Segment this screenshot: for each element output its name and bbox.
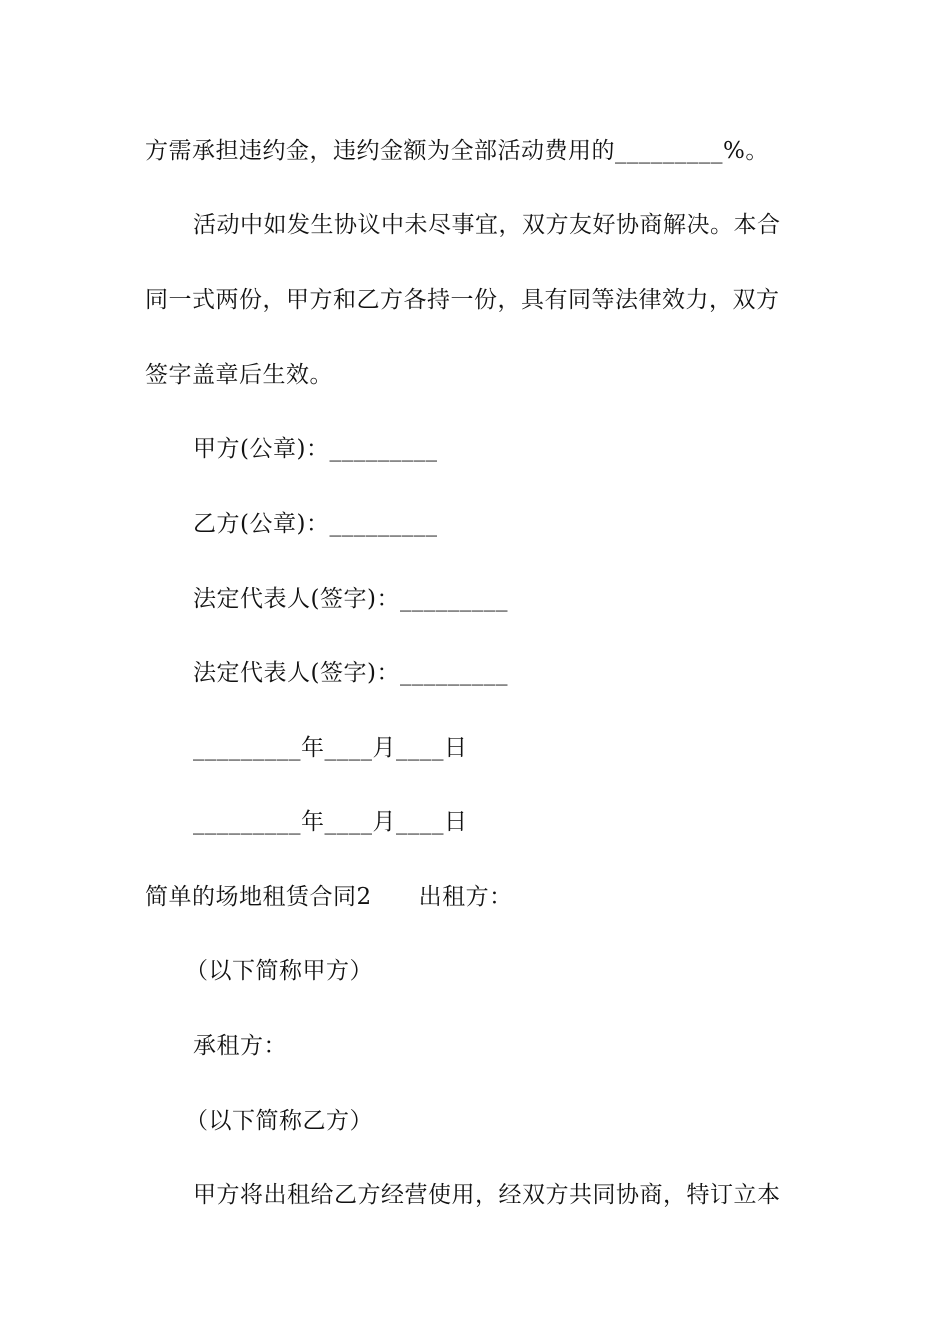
paragraph-effective: 签字盖章后生效。 [145,362,333,388]
legal-representative-signature-line: 法定代表人(签字)：_________ [193,660,508,686]
date-line: _________年____月____日 [193,735,468,761]
party-a-note: （以下简称甲方） [185,958,373,984]
paragraph-unresolved-matters: 活动中如发生协议中未尽事宜，双方友好协商解决。本合 [193,212,781,238]
party-b-seal-line: 乙方(公章)：_________ [193,511,438,537]
lessee-label: 承租方： [193,1033,287,1059]
date-line: _________年____月____日 [193,809,468,835]
party-a-seal-line: 甲方(公章)：_________ [193,436,438,462]
party-b-note: （以下简称乙方） [185,1108,373,1134]
legal-representative-signature-line: 法定代表人(签字)：_________ [193,586,508,612]
section-title-lessor: 简单的场地租赁合同2 出租方： [145,884,513,910]
paragraph-copies: 同一式两份，甲方和乙方各持一份，具有同等法律效力，双方 [145,287,780,313]
paragraph-lease-agreement: 甲方将出租给乙方经营使用，经双方共同协商，特订立本 [193,1182,781,1208]
paragraph-penalty: 方需承担违约金，违约金额为全部活动费用的_________%。 [145,138,769,164]
